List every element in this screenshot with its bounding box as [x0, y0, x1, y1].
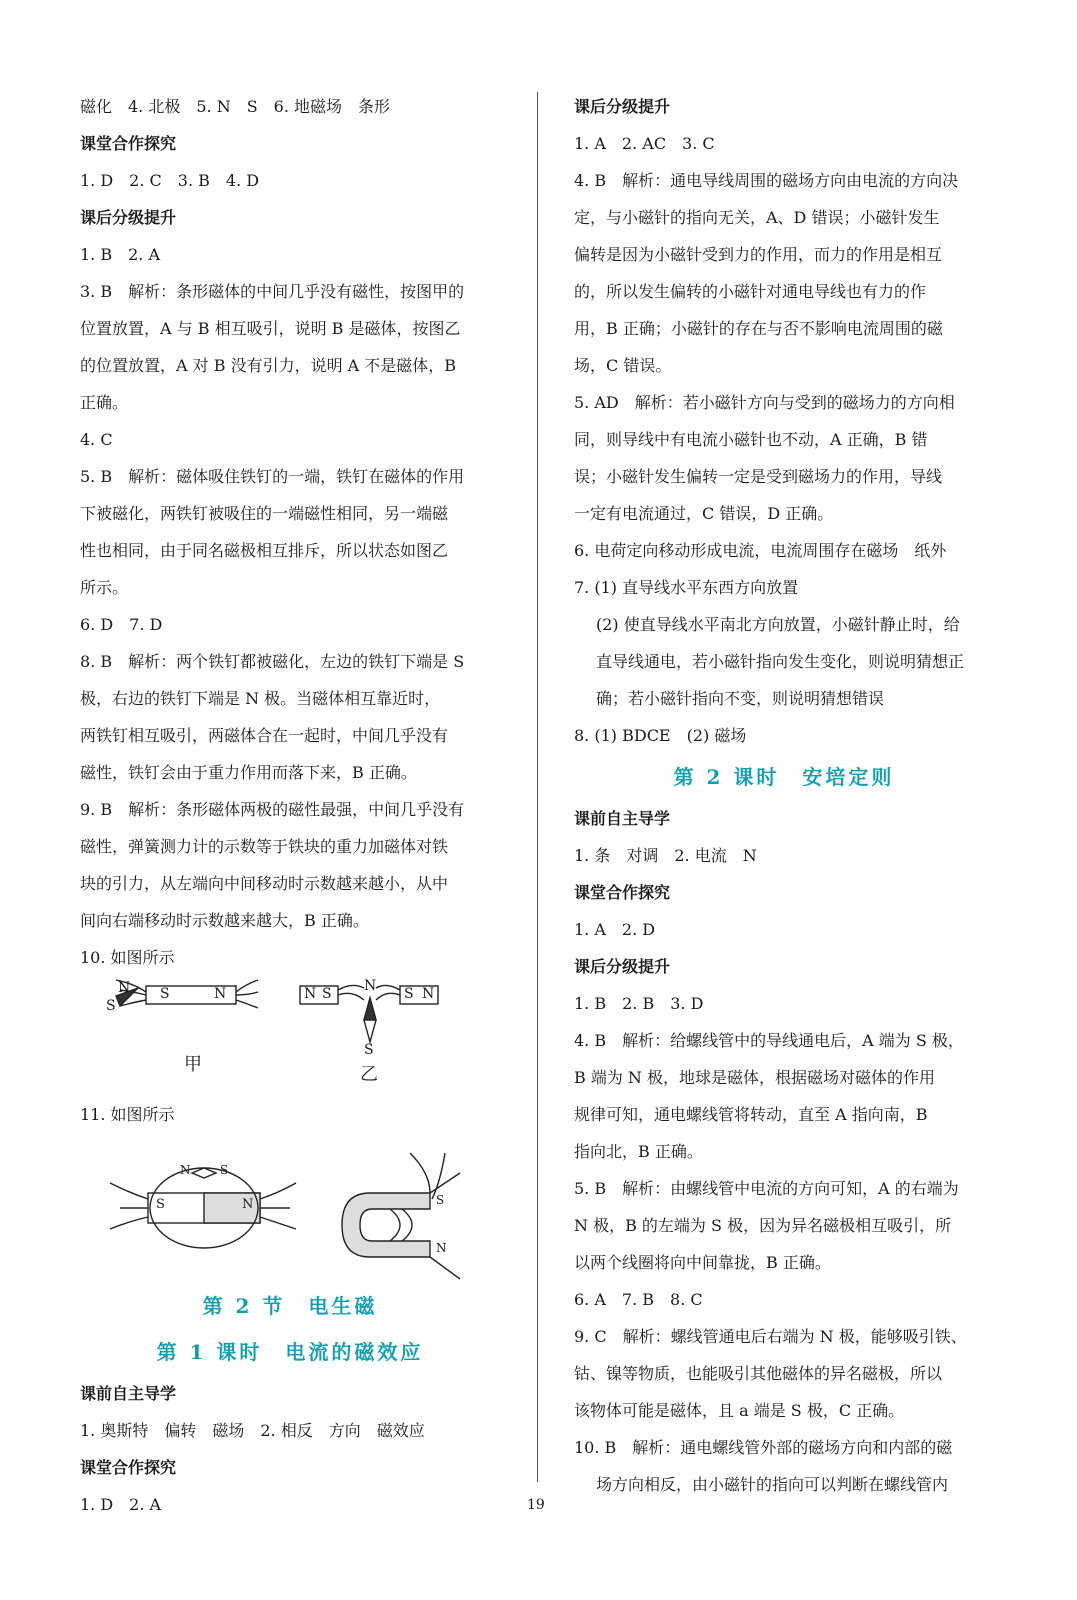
answer-line: 偏转是因为小磁针受到力的作用，而力的作用是相互 — [574, 245, 943, 264]
needle-s-label: S — [106, 998, 116, 1014]
answer-line: 同，则导线中有电流小磁针也不动，A 正确，B 错 — [574, 430, 928, 449]
magnet-pole-label: N — [422, 986, 435, 1002]
answer-line: 磁性，弹簧测力计的示数等于铁块的重力加磁体对铁 — [80, 837, 449, 856]
figure-11 — [80, 1133, 500, 1283]
answer-line: 磁化 4. 北极 5. N S 6. 地磁场 条形 — [80, 97, 391, 116]
answer-line: (2) 使直导线水平南北方向放置，小磁针静止时，给 — [596, 615, 960, 634]
answer-line: 9. B 解析：条形磁体两极的磁性最强，中间几乎没有 — [80, 800, 465, 819]
magnet-pole-label: S — [160, 986, 170, 1002]
lesson-title: 第 1 课时 电流的磁效应 — [156, 1340, 424, 1364]
answer-line: 1. 奥斯特 偏转 磁场 2. 相反 方向 磁效应 — [80, 1421, 425, 1440]
answer-line: 3. B 解析：条形磁体的中间几乎没有磁性，按图甲的 — [80, 282, 465, 301]
answer-line: 间向右端移动时示数越来越大，B 正确。 — [80, 911, 369, 930]
answer-line: 的，所以发生偏转的小磁针对通电导线也有力的作 — [574, 282, 927, 301]
answer-line: 指向北，B 正确。 — [574, 1142, 703, 1161]
answer-line: 5. B 解析：磁体吸住铁钉的一端，铁钉在磁体的作用 — [80, 467, 465, 486]
answer-line: 规律可知，通电螺线管将转动，直至 A 指向南，B — [574, 1105, 928, 1124]
magnet-pole-label: N — [304, 986, 317, 1002]
column-divider — [537, 92, 538, 1482]
answer-line: 1. B 2. B 3. D — [574, 994, 704, 1013]
answer-line: 8. (1) BDCE (2) 磁场 — [574, 726, 747, 745]
answer-line: 11. 如图所示 — [80, 1105, 175, 1124]
answer-block — [574, 125, 994, 606]
answer-block — [80, 236, 500, 976]
figure-10 — [80, 976, 500, 1096]
needle-n-label: N — [364, 978, 377, 994]
answer-line: 确；若小磁针指向不变，则说明猜想错误 — [596, 689, 885, 708]
answer-line: 性也相同，由于同名磁极相互排斥，所以状态如图乙 — [80, 541, 449, 560]
bar-n-label: N — [242, 1197, 254, 1212]
answer-line: 4. B 解析：给螺线管中的导线通电后，A 端为 S 极， — [574, 1031, 964, 1050]
answer-line: 直导线通电，若小磁针指向发生变化，则说明猜想正 — [596, 652, 965, 671]
answer-line: 以两个线圈将向中间靠拢，B 正确。 — [574, 1253, 831, 1272]
section-heading: 课堂合作探究 — [574, 883, 671, 902]
magnet-pole-label: S — [322, 986, 332, 1002]
answer-line: 钴、镍等物质，也能吸引其他磁体的异名磁极，所以 — [574, 1364, 943, 1383]
answer-line: 极，右边的铁钉下端是 N 极。当磁体相互靠近时， — [80, 689, 441, 708]
answer-line: 5. AD 解析：若小磁针方向与受到的磁场力的方向相 — [574, 393, 955, 412]
u-n-label: N — [436, 1241, 447, 1255]
answer-line: 块的引力，从左端向中间移动时示数越来越小，从中 — [80, 874, 449, 893]
answer-line: 1. A 2. AC 3. C — [574, 134, 715, 153]
answer-line: 一定有电流通过，C 错误，D 正确。 — [574, 504, 834, 523]
answer-line: 1. A 2. D — [574, 920, 656, 939]
u-s-label: S — [436, 1193, 445, 1207]
answer-line: B 端为 N 极，地球是磁体，根据磁场对磁体的作用 — [574, 1068, 936, 1087]
answer-line: 10. B 解析：通电螺线管外部的磁场方向和内部的磁 — [574, 1438, 953, 1457]
answer-line: 1. D 2. A — [80, 1495, 162, 1514]
section-heading: 课后分级提升 — [574, 957, 671, 976]
answer-block — [574, 985, 994, 1466]
answer-line: 场方向相反，由小磁针的指向可以判断在螺线管内 — [596, 1475, 949, 1494]
needle-s-label: S — [364, 1042, 374, 1058]
answer-line: 定，与小磁针的指向无关，A、D 错误；小磁针发生 — [574, 208, 940, 227]
answer-line: 4. C — [80, 430, 113, 449]
answer-line: 5. B 解析：由螺线管中电流的方向可知，A 的右端为 — [574, 1179, 959, 1198]
answer-line: 4. B 解析：通电导线周围的磁场方向由电流的方向决 — [574, 171, 959, 190]
section-heading: 课后分级提升 — [574, 97, 671, 116]
answer-line: 两铁钉相互吸引，两磁体合在一起时，中间几乎没有 — [80, 726, 449, 745]
page-number: 19 — [527, 1497, 545, 1513]
answer-line: 误；小磁针发生偏转一定是受到磁场力的作用，导线 — [574, 467, 943, 486]
section-heading: 课堂合作探究 — [80, 1458, 177, 1477]
needle-n-label: N — [180, 1163, 191, 1177]
section-heading: 课前自主导学 — [574, 809, 671, 828]
needle-n-label: N — [118, 980, 131, 996]
figure-label-yi: 乙 — [360, 1064, 378, 1085]
answer-line: 9. C 解析：螺线管通电后右端为 N 极，能够吸引铁、 — [574, 1327, 967, 1346]
answer-line: 位置放置，A 与 B 相互吸引，说明 B 是磁体，按图乙 — [80, 319, 461, 338]
answer-line: 6. 电荷定向移动形成电流，电流周围存在磁场 纸外 — [574, 541, 947, 560]
magnet-pole-label: S — [404, 986, 414, 1002]
right-column — [574, 88, 994, 1503]
answer-block — [574, 1466, 994, 1503]
answer-line: 1. D 2. C 3. B 4. D — [80, 171, 260, 190]
lesson-title: 第 2 课时 安培定则 — [673, 765, 895, 789]
answer-line: 10. 如图所示 — [80, 948, 175, 967]
answer-line: 正确。 — [80, 393, 129, 412]
section-heading: 课堂合作探究 — [80, 134, 177, 153]
section-title: 第 2 节 电生磁 — [202, 1294, 378, 1318]
left-column — [80, 88, 500, 1523]
answer-line: 所示。 — [80, 578, 129, 597]
section-heading: 课后分级提升 — [80, 208, 177, 227]
answer-line: 下被磁化，两铁钉被吸住的一端磁性相同，另一端磁 — [80, 504, 449, 523]
bar-s-label: S — [156, 1197, 165, 1212]
section-heading: 课前自主导学 — [80, 1384, 177, 1403]
answer-line: 该物体可能是磁体，且 a 端是 S 极，C 正确。 — [574, 1401, 905, 1420]
figure-10-drawing — [80, 976, 460, 1096]
answer-line: 的位置放置，A 对 B 没有引力，说明 A 不是磁体，B — [80, 356, 457, 375]
magnet-pole-label: N — [214, 986, 227, 1002]
answer-line: 6. A 7. B 8. C — [574, 1290, 703, 1309]
answer-line: 磁性，铁钉会由于重力作用而落下来，B 正确。 — [80, 763, 417, 782]
answer-line: 6. D 7. D — [80, 615, 163, 634]
answer-line: 用，B 正确；小磁针的存在与否不影响电流周围的磁 — [574, 319, 943, 338]
figure-11-drawing — [80, 1133, 500, 1283]
answer-line: 8. B 解析：两个铁钉都被磁化，左边的铁钉下端是 S — [80, 652, 465, 671]
needle-s-label: S — [220, 1163, 229, 1177]
answer-line: N 极，B 的左端为 S 极，因为异名磁极相互吸引，所 — [574, 1216, 952, 1235]
answer-block — [574, 606, 994, 717]
answer-line: 1. 条 对调 2. 电流 N — [574, 846, 757, 865]
figure-label-jia: 甲 — [184, 1054, 202, 1075]
answer-line: 1. B 2. A — [80, 245, 161, 264]
answer-line: 场，C 错误。 — [574, 356, 672, 375]
answer-line: 7. (1) 直导线水平东西方向放置 — [574, 578, 799, 597]
